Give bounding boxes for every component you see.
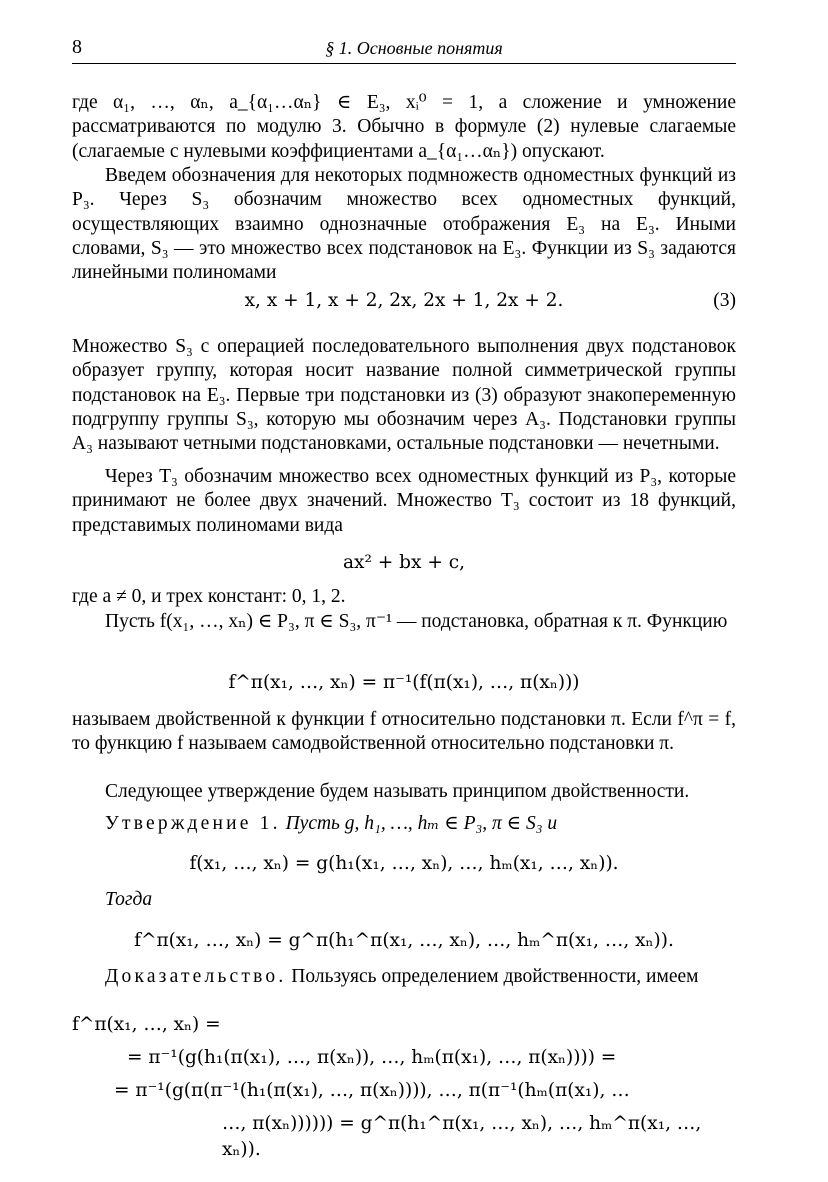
equation-polynomial: ax² + bx + c, <box>343 552 465 573</box>
proof-intro-text: Пользуясь определением двойственности, имеем <box>291 966 699 987</box>
equation-statement: f(x₁, …, xₙ) = g(h₁(x₁, …, xₙ), …, hₘ(x₁, …, xₙ)). <box>189 853 619 874</box>
proof-line-3: = π⁻¹(g(π(π⁻¹(h₁(π(x₁), …, π(xₙ)))), …, π(π⁻¹(hₘ(π(x₁), … <box>114 1080 630 1101</box>
page-number: 8 <box>72 36 82 58</box>
statement-label: Утверждение 1. <box>105 813 281 834</box>
paragraph-7: называем двойственной к функции f относительно подстановки π. Если f^π = f, то функцию f называем самодвойственной относительно подстановки π. <box>72 709 736 755</box>
proof-label: Доказательство. <box>105 966 287 987</box>
then-text: Тогда <box>105 889 153 910</box>
equation-then: f^π(x₁, …, xₙ) = g^π(h₁^π(x₁, …, xₙ), …, hₘ^π(x₁, …, xₙ)). <box>134 930 674 951</box>
running-header: § 1. Основные понятия <box>325 38 503 58</box>
paragraph-2: Введем обозначения для некоторых подмножеств одноместных функций из P₃. Через S₃ обозначим множество всех одноместных функций, осуществляющих взаимно однозначные отображения E₃ на E₃. Иными словами, S₃ — это множество всех подстановок на E₃. Функции из S₃ задаются линейными полиномами <box>72 165 736 284</box>
paragraph-6: Пусть f(x₁, …, xₙ) ∈ P₃, π ∈ S₃, π⁻¹ — подстановка, обратная к π. Функцию <box>105 611 728 632</box>
proof-line-1: f^π(x₁, …, xₙ) = <box>72 1014 221 1035</box>
paragraph-3: Множество S₃ с операцией последовательного выполнения двух подстановок образует группу, которая носит название полной симметрической группы подстановок на E₃. Первые три подстановки из (3) образуют знакопеременную подгруппу группы S₃, которую мы обозначим через A₃. Подстановки группы A₃ называют четными подстановками, остальные подстановки — нечетными. <box>72 336 736 455</box>
equation-dual: f^π(x₁, …, xₙ) = π⁻¹(f(π(x₁), …, π(xₙ))) <box>228 672 580 693</box>
paragraph-4: Через T₃ обозначим множество всех одноместных функций из P₃, которые принимают не более двух значений. Множество T₃ состоит из 18 функций, представимых полиномами вида <box>72 466 736 536</box>
paragraph-1: где α₁, …, αₙ, a_{α₁…αₙ} ∈ E₃, xᵢ⁰ = 1, а сложение и умножение рассматриваются по модулю 3. Обычно в формуле (2) нулевые слагаемые (слагаемые с нулевыми коэффициентами a_{α₁…αₙ}) опускают. <box>72 92 736 162</box>
statement-text: Пусть g, h₁, …, hₘ ∈ P₃, π ∈ S₃ и <box>285 813 558 834</box>
equation-3-number: (3) <box>713 290 736 311</box>
header-rule <box>72 63 736 64</box>
proof-intro <box>72 965 736 989</box>
paragraph-then <box>72 888 736 912</box>
equation-3 <box>72 288 736 314</box>
statement-1 <box>72 812 736 836</box>
paragraph-8: Следующее утверждение будем называть принципом двойственности. <box>105 781 690 802</box>
equation-3-body: x, x + 1, x + 2, 2x, 2x + 1, 2x + 2. <box>244 290 564 311</box>
proof-line-2: = π⁻¹(g(h₁(π(x₁), …, π(xₙ)), …, hₘ(π(x₁), …, π(xₙ)))) = <box>127 1047 617 1068</box>
paragraph-5: где a ≠ 0, и трех констант: 0, 1, 2. <box>72 586 346 607</box>
proof-line-4: …, π(xₙ)))))) = g^π(h₁^π(x₁, …, xₙ), …, hₘ^π(x₁, …, xₙ)). <box>222 1113 702 1160</box>
